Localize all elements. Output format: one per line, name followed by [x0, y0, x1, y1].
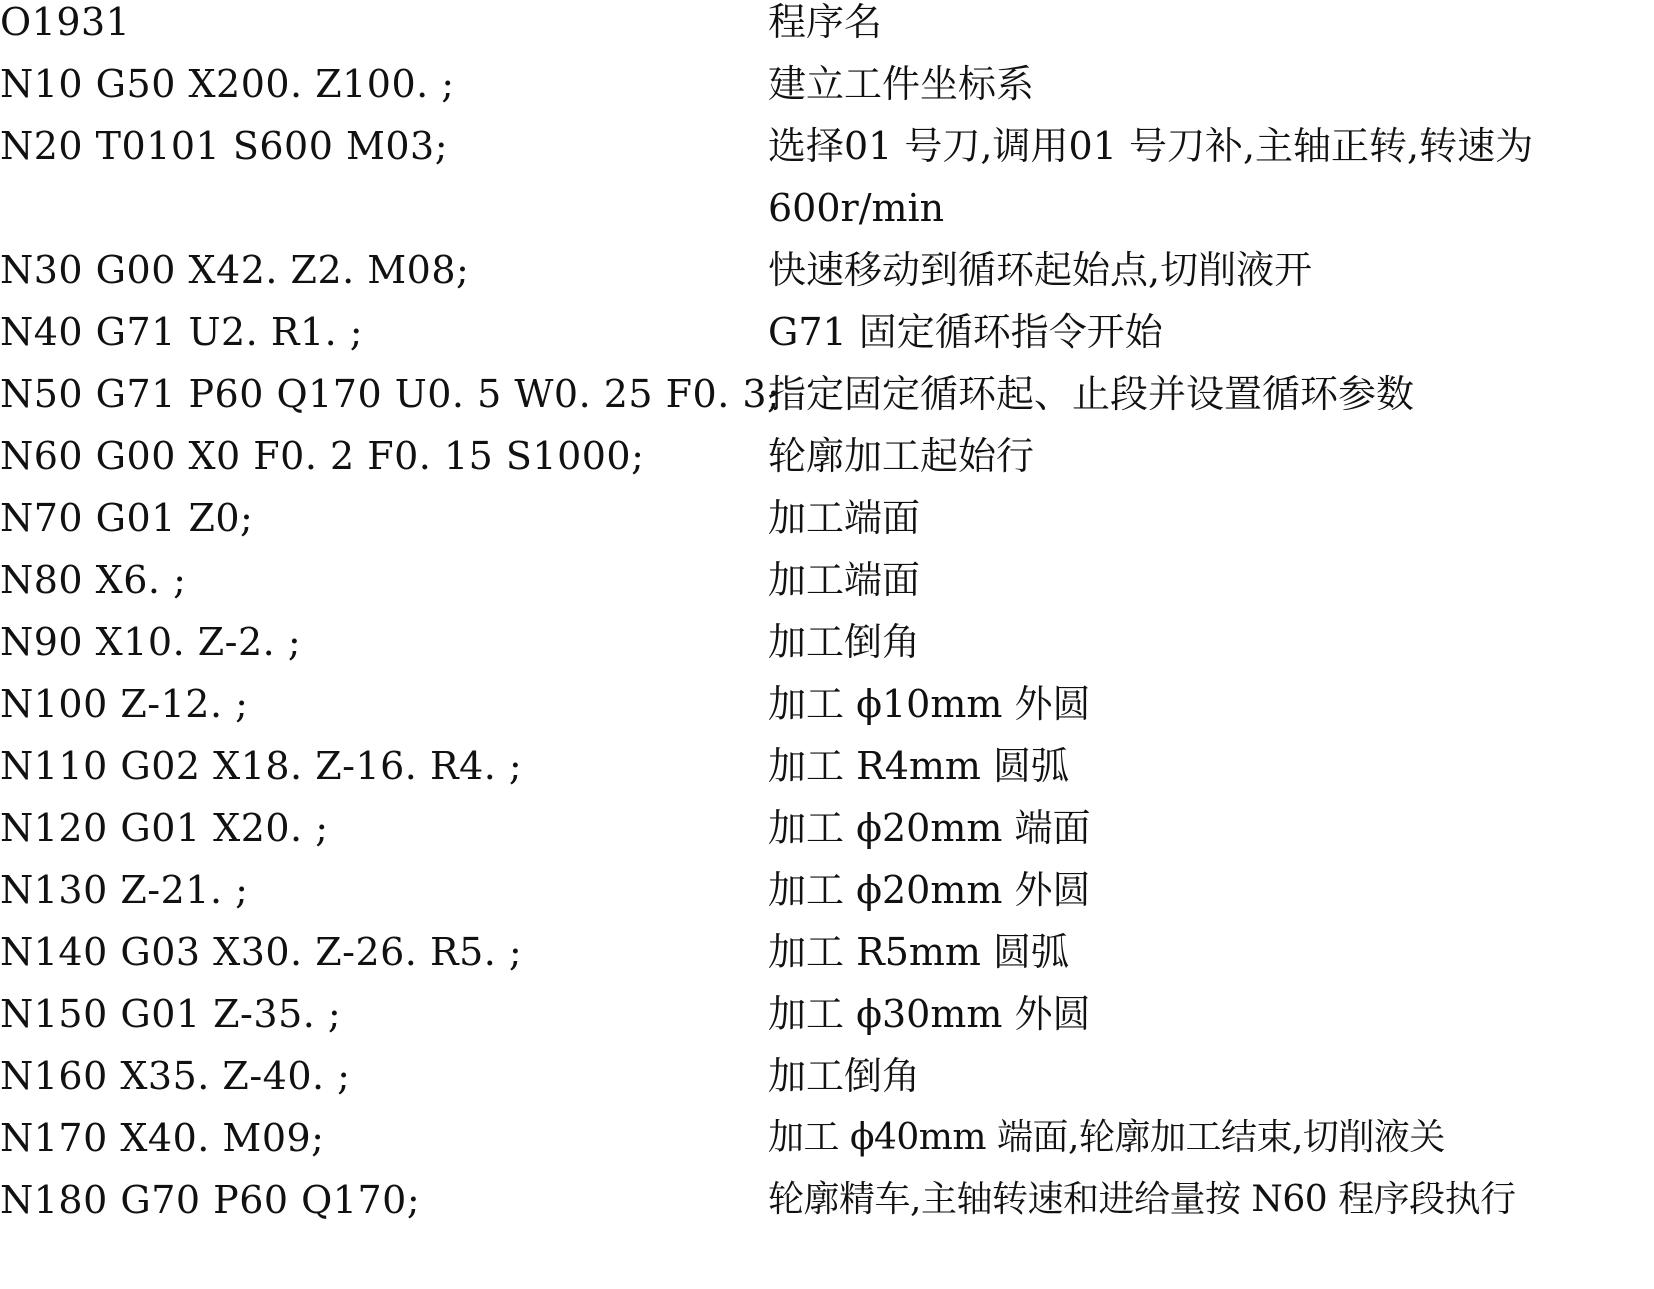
nc-code: N170 X40. M09; — [0, 1116, 325, 1160]
nc-code: N40 G71 U2. R1. ; — [0, 310, 364, 354]
program-line — [0, 806, 1654, 868]
nc-code: N80 X6. ; — [0, 558, 187, 602]
line-comment: 选择01 号刀,调用01 号刀补,主轴正转,转速为600r/min — [768, 124, 1534, 230]
line-comment: 加工 ϕ20mm 外圆 — [768, 868, 1091, 912]
nc-code: N60 G00 X0 F0. 2 F0. 15 S1000; — [0, 434, 645, 478]
program-line — [0, 620, 1654, 682]
nc-code: N130 Z-21. ; — [0, 868, 249, 912]
program-line — [0, 124, 1654, 248]
line-comment: 快速移动到循环起始点,切削液开 — [768, 248, 1313, 292]
nc-code: N160 X35. Z-40. ; — [0, 1054, 351, 1098]
nc-code: N100 Z-12. ; — [0, 682, 249, 726]
program-line — [0, 496, 1654, 558]
program-line — [0, 1178, 1654, 1240]
nc-code: N30 G00 X42. Z2. M08; — [0, 248, 470, 292]
line-comment: 加工倒角 — [768, 620, 921, 664]
line-comment: 轮廓精车,主轴转速和进给量按 N60 程序段执行 — [768, 1179, 1516, 1220]
nc-code: N20 T0101 S600 M03; — [0, 124, 449, 168]
program-line — [0, 992, 1654, 1054]
nc-code: N150 G01 Z-35. ; — [0, 992, 342, 1036]
program-line — [0, 682, 1654, 744]
line-comment: 指定固定循环起、止段并设置循环参数 — [768, 372, 1415, 416]
program-line — [0, 372, 1654, 434]
line-comment: 加工 ϕ20mm 端面 — [768, 806, 1091, 850]
nc-code: N50 G71 P60 Q170 U0. 5 W0. 25 F0. 3; — [0, 372, 781, 416]
program-line — [0, 744, 1654, 806]
program-line — [0, 248, 1654, 310]
line-comment: 加工 ϕ10mm 外圆 — [768, 682, 1091, 726]
nc-code: N120 G01 X20. ; — [0, 806, 329, 850]
line-comment: G71 固定循环指令开始 — [768, 310, 1163, 354]
program-line — [0, 1116, 1654, 1178]
program-line — [0, 0, 1654, 62]
nc-code: N180 G70 P60 Q170; — [0, 1178, 421, 1222]
line-comment: 加工 ϕ30mm 外圆 — [768, 992, 1091, 1036]
nc-code: N10 G50 X200. Z100. ; — [0, 62, 455, 106]
line-comment: 加工 R4mm 圆弧 — [768, 744, 1070, 788]
line-comment: 加工端面 — [768, 496, 921, 540]
nc-code: O1931 — [0, 0, 131, 44]
nc-code: N70 G01 Z0; — [0, 496, 254, 540]
program-line — [0, 558, 1654, 620]
line-comment: 加工 R5mm 圆弧 — [768, 930, 1070, 974]
nc-code: N90 X10. Z-2. ; — [0, 620, 302, 664]
line-comment: 建立工件坐标系 — [768, 62, 1035, 106]
program-line — [0, 868, 1654, 930]
line-comment: 加工倒角 — [768, 1054, 921, 1098]
line-comment: 轮廓加工起始行 — [768, 434, 1035, 478]
line-comment: 加工 ϕ40mm 端面,轮廓加工结束,切削液关 — [768, 1117, 1445, 1158]
program-line — [0, 434, 1654, 496]
program-line — [0, 310, 1654, 372]
program-line — [0, 1054, 1654, 1116]
nc-code: N140 G03 X30. Z-26. R5. ; — [0, 930, 523, 974]
line-comment: 程序名 — [768, 0, 883, 44]
line-comment: 加工端面 — [768, 558, 921, 602]
nc-code: N110 G02 X18. Z-16. R4. ; — [0, 744, 523, 788]
program-line — [0, 930, 1654, 992]
